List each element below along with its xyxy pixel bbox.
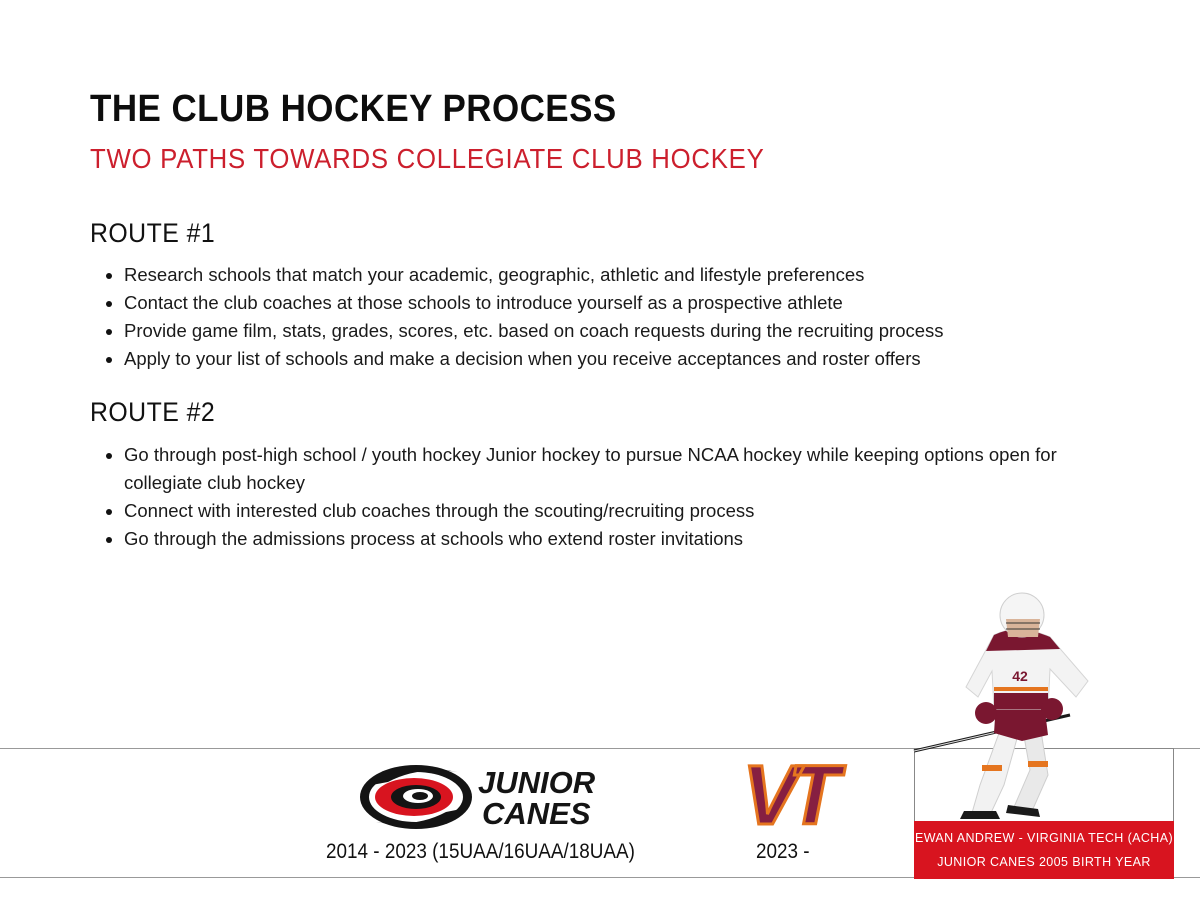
list-item: • Contact the club coaches at those schools to introduce yourself as a prospective athlete — [124, 289, 1124, 317]
route-1-list — [92, 261, 1124, 373]
list-item: • Go through post-high school / youth hockey Junior hockey to pursue NCAA hockey while keeping options open for collegiate club hockey — [124, 441, 1124, 497]
glove-icon — [975, 702, 997, 724]
route-2-heading: ROUTE #2 — [90, 397, 216, 427]
player-photo — [910, 585, 1120, 825]
page-title: THE CLUB HOCKEY PROCESS — [90, 88, 617, 130]
route-2-list — [92, 441, 1124, 553]
list-item: • Go through the admissions process at schools who extend roster invitations — [124, 525, 1124, 553]
player-caption — [914, 821, 1174, 879]
list-item: • Research schools that match your academic, geographic, athletic and lifestyle preferences — [124, 261, 1124, 289]
junior-canes-logo — [358, 760, 608, 832]
junior-canes-years: 2014 - 2023 (15UAA/16UAA/18UAA) — [326, 840, 635, 863]
list-item: • Connect with interested club coaches through the scouting/recruiting process — [124, 497, 1124, 525]
virginia-tech-logo — [712, 760, 858, 830]
page-subtitle: TWO PATHS TOWARDS COLLEGIATE CLUB HOCKEY — [90, 143, 765, 174]
player-caption-line2: JUNIOR CANES 2005 BIRTH YEAR — [937, 855, 1151, 869]
list-item: • Apply to your list of schools and make a decision when you receive acceptances and roster offers — [124, 345, 1124, 373]
jersey-number: 42 — [1012, 668, 1028, 684]
hurricane-flag-icon — [360, 765, 472, 829]
virginia-tech-years: 2023 - — [756, 840, 810, 863]
route-1-heading: ROUTE #1 — [90, 218, 216, 248]
junior-canes-logo-line1: JUNIOR — [478, 765, 596, 800]
vt-logo-text: VT — [742, 760, 830, 830]
player-caption-line1: EWAN ANDREW - VIRGINIA TECH (ACHA) — [914, 831, 1174, 845]
junior-canes-logo-line2: CANES — [482, 796, 591, 831]
list-item: • Provide game film, stats, grades, scores, etc. based on coach requests during the recruiting process — [124, 317, 1124, 345]
